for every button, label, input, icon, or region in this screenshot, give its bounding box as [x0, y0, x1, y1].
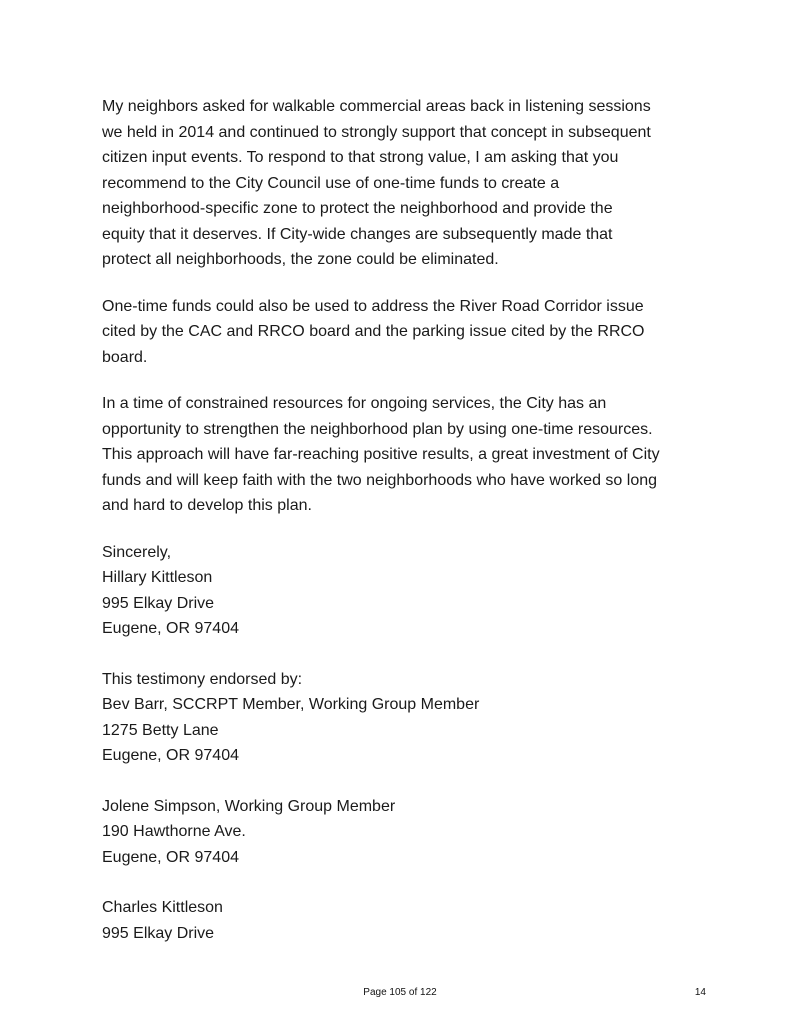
- signer-city: Eugene, OR 97404: [102, 620, 239, 637]
- text-line: funds and will keep faith with the two neighborhoods who have worked so long: [102, 471, 658, 489]
- text-line: This approach will have far-reaching positive results, a great investment of City: [102, 446, 660, 463]
- text-line: My neighbors asked for walkable commercial areas back in listening sessions: [102, 98, 651, 115]
- text-line: cited by the CAC and RRCO board and the parking issue cited by the RRCO: [102, 323, 645, 340]
- endorsement-heading: This testimony endorsed by:: [102, 670, 303, 688]
- signer-street: 995 Elkay Drive: [102, 594, 215, 612]
- endorser-name: Jolene Simpson, Working Group Member: [102, 797, 396, 815]
- endorser-street: 190 Hawthorne Ave.: [102, 823, 246, 840]
- endorser-street: 995 Elkay Drive: [102, 924, 215, 942]
- text-line: citizen input events. To respond to that strong value, I am asking that you: [102, 149, 619, 166]
- text-line: opportunity to strengthen the neighborhood plan by using one-time resources.: [102, 420, 653, 438]
- text-line: and hard to develop this plan.: [102, 497, 312, 514]
- endorsement-block-1: [102, 667, 712, 769]
- paragraph-1: [102, 94, 712, 273]
- text-line: we held in 2014 and continued to strongly support that concept in subsequent: [102, 123, 651, 141]
- letter-body: [102, 94, 712, 971]
- text-line: neighborhood-specific zone to protect the neighborhood and provide the: [102, 200, 613, 217]
- page-counter: Page 105 of 122: [363, 987, 437, 998]
- endorser-name: Bev Barr, SCCRPT Member, Working Group Member: [102, 696, 480, 713]
- text-line: One-time funds could also be used to address the River Road Corridor issue: [102, 297, 644, 315]
- text-line: equity that it deserves. If City-wide changes are subsequently made that: [102, 225, 613, 243]
- page-number: 14: [694, 987, 706, 998]
- signature-block: [102, 540, 712, 642]
- paragraph-2: [102, 294, 712, 371]
- closing: Sincerely,: [102, 543, 172, 561]
- endorser-street: 1275 Betty Lane: [102, 721, 219, 739]
- paragraph-3: [102, 391, 712, 519]
- signer-name: Hillary Kittleson: [102, 569, 213, 586]
- text-line: board.: [102, 348, 148, 366]
- endorser-city: Eugene, OR 97404: [102, 848, 239, 866]
- endorsement-block-2: [102, 794, 712, 871]
- endorsement-block-3: [102, 895, 712, 946]
- text-line: protect all neighborhoods, the zone could be eliminated.: [102, 251, 499, 268]
- text-line: recommend to the City Council use of one-time funds to create a: [102, 174, 560, 192]
- endorser-city: Eugene, OR 97404: [102, 747, 239, 764]
- text-line: In a time of constrained resources for ongoing services, the City has an: [102, 395, 607, 412]
- endorser-name: Charles Kittleson: [102, 899, 223, 916]
